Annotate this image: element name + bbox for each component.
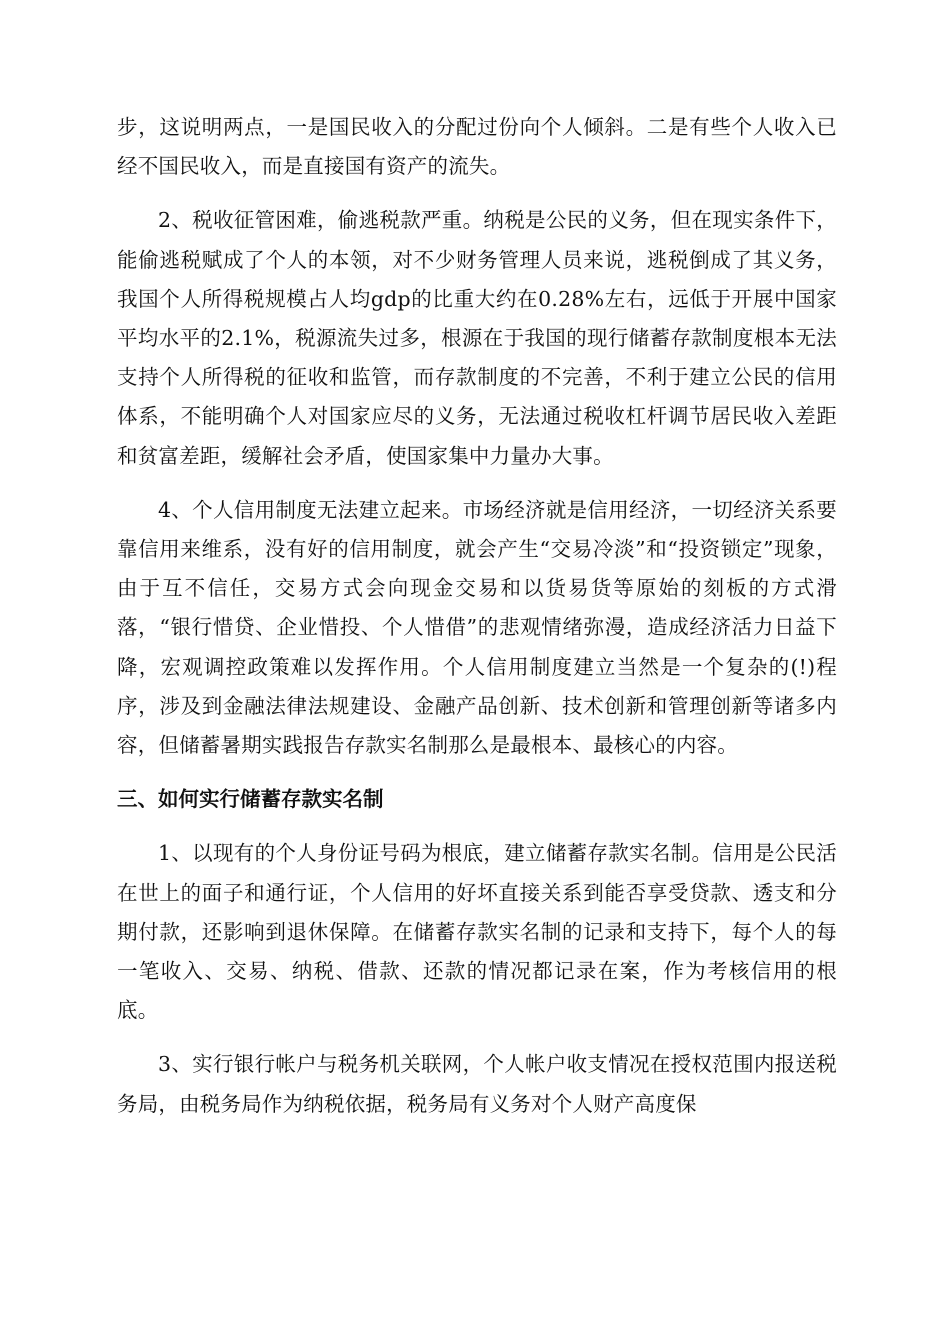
paragraph-credit-system: 4、个人信用制度无法建立起来。市场经济就是信用经济，一切经济关系要靠信用来维系，没有好的信用制度，就会产生“交易冷淡”和“投资锁定”现象，由于互不信任，交易方式会向现金交易和以货易货等原始的刻板的方式滑落，“银行惜贷、企业惜投、个人惜借”的悲观情绪弥漫，造成经济活力日益下降，宏观调控政策难以发挥作用。个人信用制度建立当然是一个复杂的(!)程序，涉及到金融法律法规建设、金融产品创新、技术创新和管理创新等诸多内容，但储蓄暑期实践报告存款实名制那么是最根本、最核心的内容。 [117,497,837,758]
paragraph-tax-collection: 2、税收征管困难，偷逃税款严重。纳税是公民的义务，但在现实条件下，能偷逃税赋成了个人的本领，对不少财务管理人员来说，逃税倒成了其义务，我国个人所得税规模占人均gdp的比重大约在0.28%左右，远低于开展中国家平均水平的2.1%，税源流失过多，根源在于我国的现行储蓄存款制度根本无法支持个人所得税的征收和监管，而存款制度的不完善，不利于建立公民的信用体系，不能明确个人对国家应尽的义务，无法通过税收杠杆调节居民收入差距和贫富差距，缓解社会矛盾，使国家集中力量办大事。 [117,208,837,468]
section-heading: 三、如何实行储蓄存款实名制 [117,787,384,812]
paragraph-id-based-real-name: 1、以现有的个人身份证号码为根底，建立储蓄存款实名制。信用是公民活在世上的面子和通行证，个人信用的好坏直接关系到能否享受贷款、透支和分期付款，还影响到退休保障。在储蓄存款实名制的记录和支持下，每个人的每一笔收入、交易、纳税、借款、还款的情况都记录在案，作为考核信用的根底。 [117,841,837,1023]
paragraph-continuation: 步，这说明两点，一是国民收入的分配过份向个人倾斜。二是有些个人收入已经不国民收入，而是直接国有资产的流失。 [117,115,837,179]
paragraph-bank-tax-network: 3、实行银行帐户与税务机关联网，个人帐户收支情况在授权范围内报送税务局，由税务局作为纳税依据，税务局有义务对个人财产高度保 [117,1052,837,1116]
document-page [117,108,837,1139]
